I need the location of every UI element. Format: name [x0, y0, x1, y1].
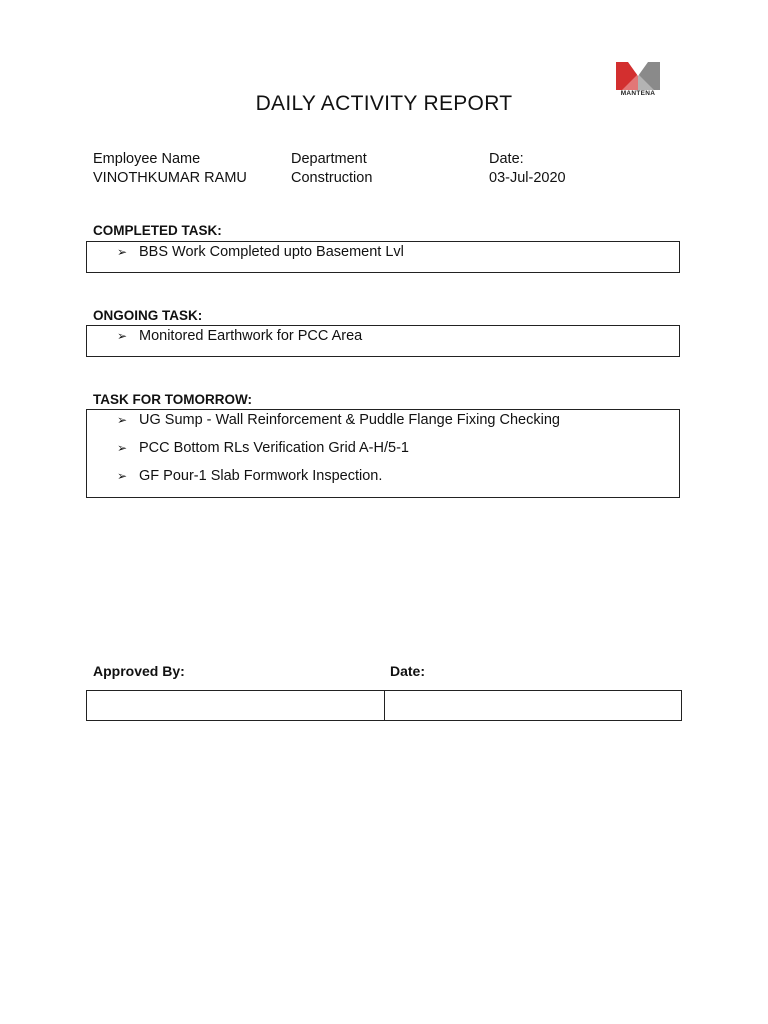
approval-date-label: Date: — [390, 663, 426, 679]
completed-task-heading: COMPLETED TASK: — [93, 223, 222, 238]
task-text: BBS Work Completed upto Basement Lvl — [139, 244, 404, 260]
task-text: UG Sump - Wall Reinforcement & Puddle Flange Fixing Checking — [139, 412, 560, 428]
department-value: Construction — [291, 170, 373, 186]
logo-text: MANTENA — [620, 90, 656, 97]
approval-table — [86, 690, 682, 721]
arrow-bullet-icon: ➢ — [117, 329, 128, 343]
task-text: PCC Bottom RLs Verification Grid A-H/5-1 — [139, 440, 409, 456]
ongoing-task-box — [86, 325, 680, 357]
approval-date-cell[interactable] — [385, 691, 682, 720]
arrow-bullet-icon: ➢ — [117, 245, 128, 259]
department-label: Department — [291, 151, 367, 167]
task-text: Monitored Earthwork for PCC Area — [139, 328, 363, 344]
tomorrow-task-heading: TASK FOR TOMORROW: — [93, 392, 252, 407]
arrow-bullet-icon: ➢ — [117, 469, 128, 483]
ongoing-task-heading: ONGOING TASK: — [93, 308, 203, 323]
task-text: GF Pour-1 Slab Formwork Inspection. — [139, 468, 383, 484]
completed-task-box — [86, 241, 680, 273]
employee-name-label: Employee Name — [93, 151, 201, 167]
list-item — [117, 328, 362, 344]
list-item — [117, 412, 560, 428]
list-item — [117, 244, 404, 260]
approved-by-label: Approved By: — [93, 663, 185, 679]
tomorrow-task-box — [86, 409, 680, 498]
arrow-bullet-icon: ➢ — [117, 413, 128, 427]
list-item — [117, 468, 382, 484]
list-item — [117, 440, 409, 456]
date-value: 03-Jul-2020 — [489, 170, 566, 186]
arrow-bullet-icon: ➢ — [117, 441, 128, 455]
employee-name-value: VINOTHKUMAR RAMU — [93, 170, 247, 186]
mantena-logo-icon — [612, 60, 664, 90]
page-title: DAILY ACTIVITY REPORT — [255, 92, 513, 115]
date-label: Date: — [489, 151, 524, 167]
approved-by-cell[interactable] — [87, 691, 385, 720]
